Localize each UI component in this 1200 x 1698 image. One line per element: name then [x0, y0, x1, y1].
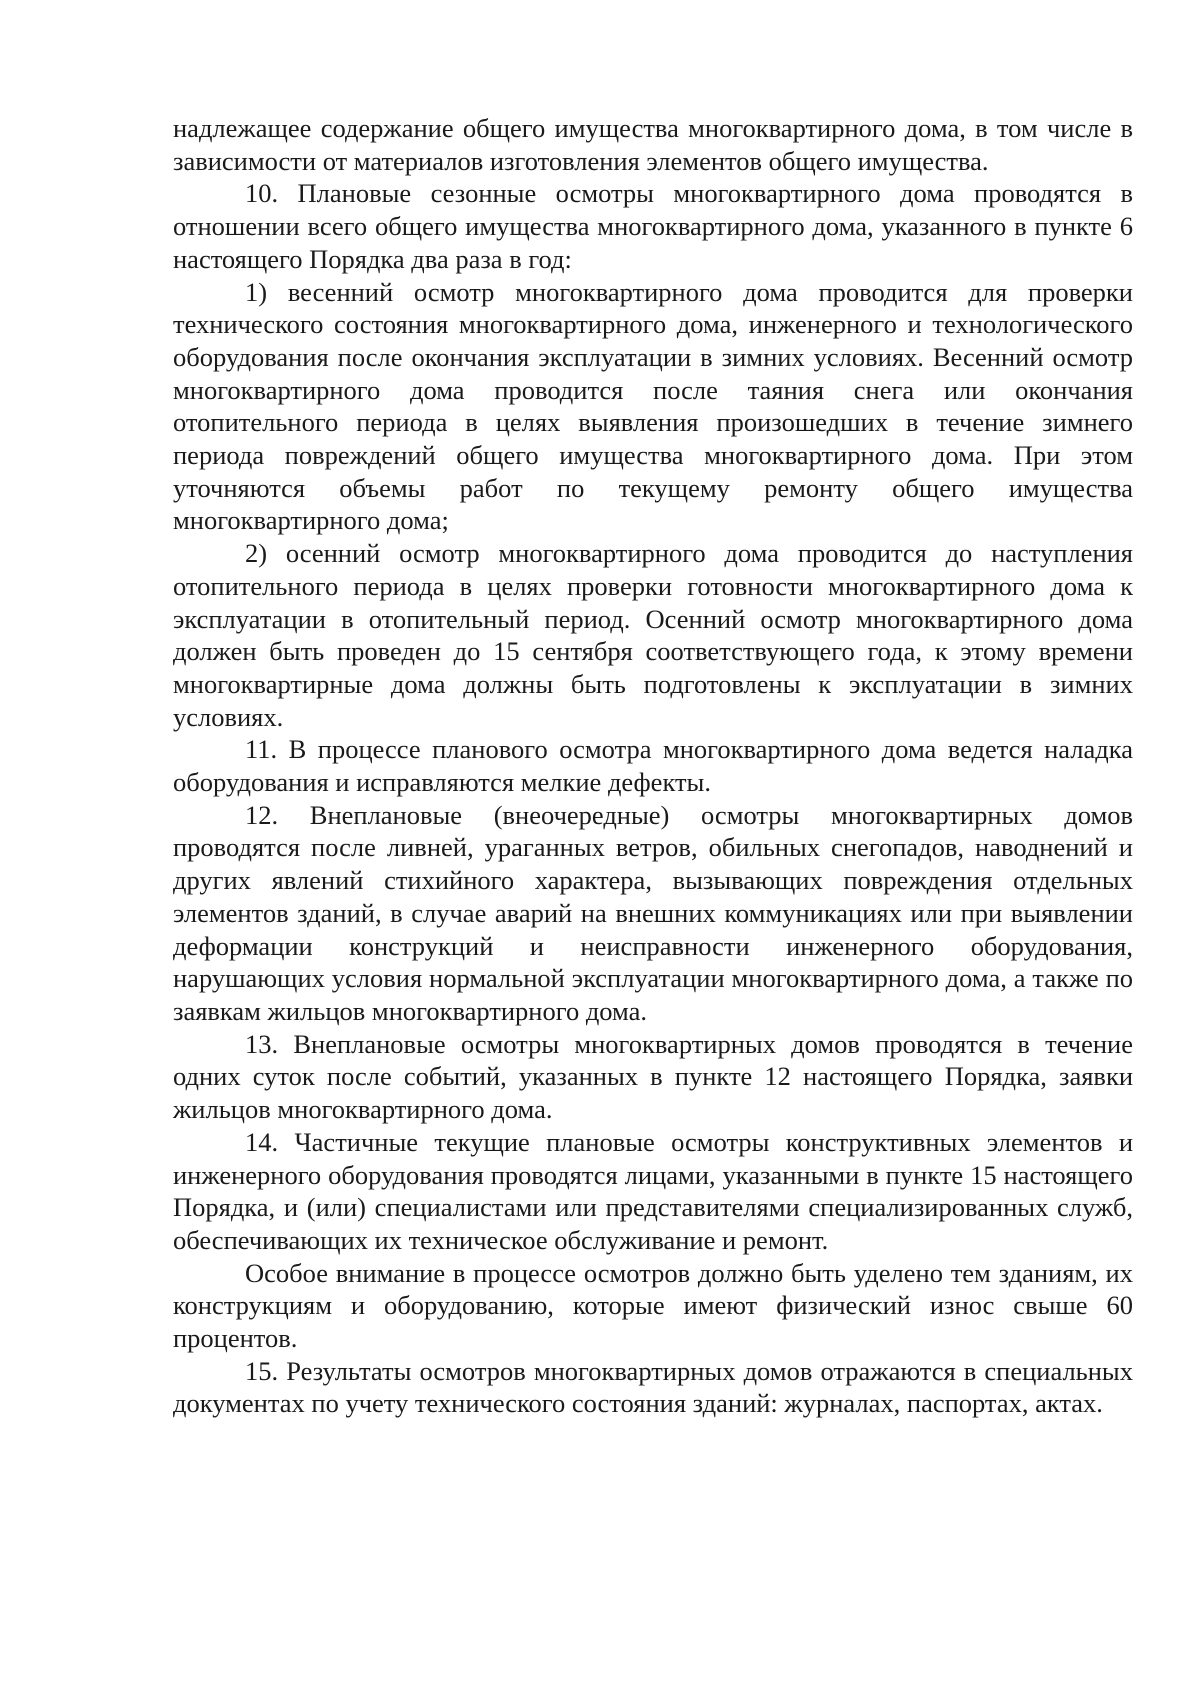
- paragraph-item-14: 14. Частичные текущие плановые осмотры конструктивных элементов и инженерного оборудования проводятся лицами, указанными в пункте 15 настоящего Порядка, и (или) специалистами или представителями специализированных служб, обеспечивающих их техническое обслуживание и ремонт.: [173, 1126, 1133, 1255]
- paragraph-item-10: 10. Плановые сезонные осмотры многоквартирного дома проводятся в отношении всего общего имущества многоквартирного дома, указанного в пункте 6 настоящего Порядка два раза в год:: [173, 178, 1133, 274]
- paragraph-item-15: 15. Результаты осмотров многоквартирных домов отражаются в специальных документах по учету технического состояния зданий: журналах, паспортах, актах.: [173, 1355, 1133, 1419]
- paragraph-subitem-2-autumn-inspection: 2) осенний осмотр многоквартирного дома проводится до наступления отопительного периода в целях проверки готовности многоквартирного дома к эксплуатации в отопительный период. Осенний осмотр многоквартирного дома должен быть проведен до 15 сентября соответствующего года, к этому времени многоквартирные дома должны быть подготовлены к эксплуатации в зимних условиях.: [173, 538, 1133, 732]
- paragraph-continuation: надлежащее содержание общего имущества многоквартирного дома, в том числе в зависимости от материалов изготовления элементов общего имущества.: [173, 113, 1133, 176]
- paragraph-item-11: 11. В процессе планового осмотра многоквартирного дома ведется наладка оборудования и исправляются мелкие дефекты.: [173, 734, 1133, 798]
- paragraph-subitem-1-spring-inspection: 1) весенний осмотр многоквартирного дома проводится для проверки технического состояния многоквартирного дома, инженерного и технологического оборудования после окончания эксплуатации в зимних условиях. Весенний осмотр многоквартирного дома проводится после таяния снега или окончания отопительного периода в целях выявления произошедших в течение зимнего периода повреждений общего имущества многоквартирного дома. При этом уточняются объемы работ по текущему ремонту общего имущества многоквартирного дома;: [173, 276, 1133, 536]
- paragraph-special-attention: Особое внимание в процессе осмотров должно быть уделено тем зданиям, их конструкциям и оборудованию, которые имеют физический износ свыше 60 процентов.: [173, 1257, 1133, 1354]
- document-body: [173, 112, 1133, 1420]
- paragraph-item-12: 12. Внеплановые (внеочередные) осмотры многоквартирных домов проводятся после ливней, ураганных ветров, обильных снегопадов, наводнений и других явлений стихийного характера, вызывающих повреждения отдельных элементов зданий, в случае аварий на внешних коммуникациях или при выявлении деформации конструкций и неисправности инженерного оборудования, нарушающих условия нормальной эксплуатации многоквартирного дома, а также по заявкам жильцов многоквартирного дома.: [173, 799, 1133, 1026]
- paragraph-item-13: 13. Внеплановые осмотры многоквартирных домов проводятся в течение одних суток после событий, указанных в пункте 12 настоящего Порядка, заявки жильцов многоквартирного дома.: [173, 1028, 1133, 1125]
